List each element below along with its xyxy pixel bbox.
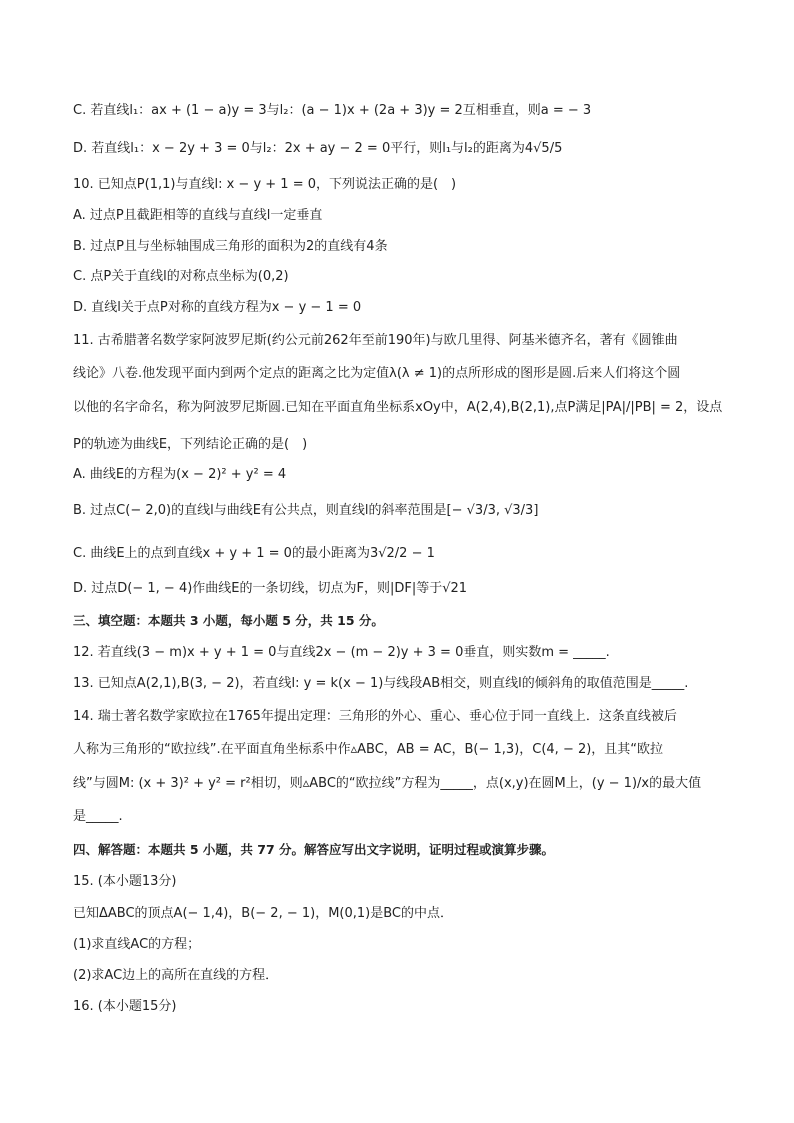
question-15-part-2: (2)求AC边上的高所在直线的方程． (73, 968, 279, 983)
question-10-option-d: D. 直线l关于点P对称的直线方程为x − y − 1 = 0 (73, 300, 362, 315)
section-3-heading: 三、填空题：本题共 3 小题，每小题 5 分，共 15 分。 (73, 613, 384, 628)
option-d-parallel-lines: D. 若直线l₁：x − 2y + 3 = 0与l₂：2x + ay − 2 = 0平行，则l₁与l₂的距离为4√5/5 (73, 141, 563, 156)
question-11-option-b: B. 过点C(− 2,0)的直线l与曲线E有公共点，则直线l的斜率范围是[− √3/3, √3/3] (73, 503, 539, 518)
question-14-line-4: 是_____. (73, 809, 123, 824)
question-11-option-d: D. 过点D(− 1, − 4)作曲线E的一条切线，切点为F，则|DF|等于√21 (73, 581, 468, 596)
option-c-perpendicular-lines: C. 若直线l₁：ax + (1 − a)y = 3与l₂：(a − 1)x + (2a + 3)y = 2互相垂直，则a = − 3 (73, 103, 592, 118)
question-12: 12. 若直线(3 − m)x + y + 1 = 0与直线2x − (m − 2)y + 3 = 0垂直，则实数m = _____. (73, 645, 610, 660)
question-14-line-1: 14. 瑞士著名数学家欧拉在1765年提出定理：三角形的外心、重心、垂心位于同一直线上．这条直线被后 (73, 709, 677, 724)
question-11-stem-line-3: 以他的名字命名，称为阿波罗尼斯圆.已知在平面直角坐标系xOy中，A(2,4),B(2,1),点P满足|PA|/|PB| = 2，设点 (73, 400, 723, 415)
question-10-option-a: A. 过点P且截距相等的直线与直线l一定垂直 (73, 208, 323, 223)
question-15-stem: 已知ΔABC的顶点A(− 1,4)，B(− 2, − 1)，M(0,1)是BC的中点． (73, 906, 454, 921)
question-15-header: 15. (本小题13分) (73, 874, 177, 889)
section-4-heading: 四、解答题：本题共 5 小题，共 77 分。解答应写出文字说明，证明过程或演算步骤。 (73, 842, 555, 857)
question-11-stem-line-1: 11. 古希腊著名数学家阿波罗尼斯(约公元前262年至前190年)与欧几里得、阿基米德齐名，著有《圆锥曲 (73, 333, 678, 348)
question-13: 13. 已知点A(2,1),B(3, − 2)，若直线l: y = k(x − 1)与线段AB相交，则直线l的倾斜角的取值范围是_____. (73, 676, 689, 691)
question-11-stem-line-2: 线论》八卷.他发现平面内到两个定点的距离之比为定值λ(λ ≠ 1)的点所形成的图形是圆.后来人们将这个圆 (73, 366, 681, 381)
question-15-part-1: (1)求直线AC的方程； (73, 937, 201, 952)
question-11-stem-line-4: P的轨迹为曲线E，下列结论正确的是( ) (73, 437, 308, 452)
question-14-line-2: 人称为三角形的“欧拉线”.在平面直角坐标系中作▵ABC，AB = AC，B(− 1,3)，C(4, − 2)，且其“欧拉 (73, 742, 664, 757)
question-11-option-c: C. 曲线E上的点到直线x + y + 1 = 0的最小距离为3√2/2 − 1 (73, 546, 435, 561)
question-11-option-a: A. 曲线E的方程为(x − 2)² + y² = 4 (73, 467, 287, 482)
question-10-option-b: B. 过点P且与坐标轴围成三角形的面积为2的直线有4条 (73, 239, 388, 254)
question-10-stem: 10. 已知点P(1,1)与直线l: x − y + 1 = 0，下列说法正确的是( ) (73, 177, 457, 192)
question-16-header: 16. (本小题15分) (73, 999, 177, 1014)
question-10-option-c: C. 点P关于直线l的对称点坐标为(0,2) (73, 269, 289, 284)
question-14-line-3: 线”与圆M: (x + 3)² + y² = r²相切，则▵ABC的“欧拉线”方程为_____，点(x,y)在圆M上，(y − 1)/x的最大值 (73, 776, 702, 791)
